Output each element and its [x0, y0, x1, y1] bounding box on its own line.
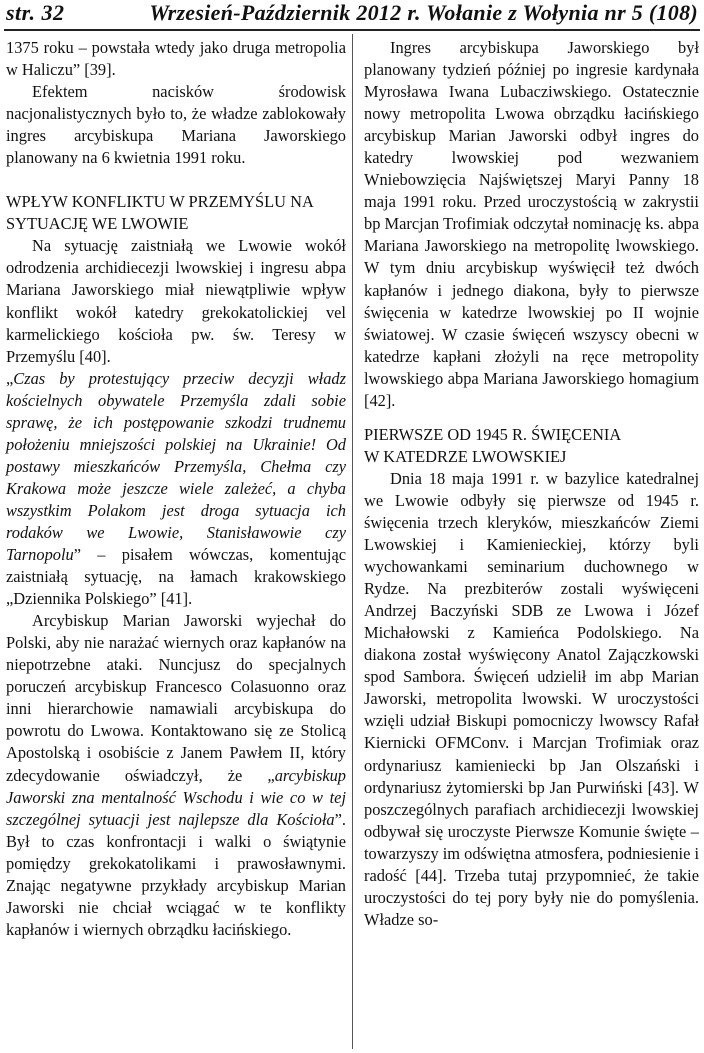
section-heading: WPŁYW KONFLIKTU W PRZEMYŚLU NA SYTUACJĘ WE LWOWIE [6, 192, 313, 234]
quote-text: arcybiskup Jaworski zna mentalność Wschodu i wie co w tej szczególnej sytuacji jest najlepsze dla Kościoła [6, 765, 346, 829]
paragraph: Dnia 18 maja 1991 r. w bazylice katedralnej we Lwowie odbyły się pierwsze od 1945 r. święcenia trzech kleryków, mieszkańców Ziemi Lwowskiej i Kamienieckiej, którzy byli wychowankami seminarium duchownego w Rydze. Na prezbiterów zostali wyświęceni Andrzej Baczyński SDB ze Lwowa i Józef Michałowski z Kamieńca Podolskiego. Na diakona został wyświęcony Anatol Zajączkowski spod Sambora. Święceń udzielił im abp Marian Jaworski, metropolita lwowski. W uroczystości wzięli udział Biskupi pomocniczy lwowscy Rafał Kiernicki OFMConv. i Marcjan Trofimiak oraz ordynariusz kamieniecki bp Jan Olszański i ordynariusz żytomierski bp Jan Purwiński [43]. W poszczególnych parafiach archidiecezji lwowskiej odbywał się uroczyste Pierwsze Komunie święte – towarzyszy im odświętna atmosfera, podniesienie i radość [44]. Trzeba tutaj przypomnieć, że takie uroczystości do tej pory były nie do pomyślenia. Władze so- [364, 468, 699, 929]
paragraph: Na sytuację zaistniałą we Lwowie wokół odrodzenia archidiecezji lwowskiej i ingresu abpa Mariana Jaworskiego miał niewątpliwie wpływ konflikt wokół katedry grekokatolickiej vel karmelickiego kościoła pw. św. Teresy w Przemyślu [40]. [6, 236, 346, 366]
paragraph [6, 610, 346, 941]
left-column [6, 37, 346, 941]
quote-mark: „ [6, 368, 14, 388]
quote-text: Czas by protestujący przeciw decyzji władz kościelnych obywatele Przemyśla zdali sobie sprawę, że ich postępowanie szkodzi trudnemu położeniu mniejszości polskiej na Ukrainie! Od postawy mieszkańców Przemyśla, Chełma czy Krakowa może jeszcze wiele zależeć, a chyba wszystkim Polakom jest droga sytuacja ich rodaków we Lwowie, Stanisławowie czy Tarnopolu [6, 368, 346, 565]
right-column [364, 37, 699, 931]
paragraph-text: ”. Był to czas konfrontacji i walki o świątynie pomiędzy grekokatolikami i prawosławnymi. Znając negatywne przykłady arcybiskup Marian Jaworski nie chciał wciągać w te konflikty kapłanów i wiernych obrządku łacińskiego. [6, 809, 346, 939]
section-heading [364, 424, 699, 468]
paragraph-text: Arcybiskup Marian Jaworski wyjechał do Polski, aby nie narażać wiernych oraz kapłanów na niepotrzebne ataki. Nuncjusz do specjalnych poruczeń arcybiskup Francesco Colasuonno oraz inni hierarchowie namawiali arcybiskupa do powrotu do Lwowa. Kontaktowano się ze Stolicą Apostolską i osobiście z Janem Pawłem II, który zdecydowanie oświadczył, że „ [6, 611, 346, 785]
quote-paragraph [6, 368, 346, 611]
page-header [0, 0, 704, 30]
quote-continuation: ” – pisałem wówczas, komentując zaistniałą sytuację, na łamach krakowskiego „Dziennika Polskiego” [41]. [6, 545, 346, 609]
page-number: str. 32 [6, 0, 65, 25]
paragraph: 1375 roku – powstała wtedy jako druga metropolia w Haliczu” [39]. [6, 38, 346, 80]
header-rule [4, 29, 700, 31]
paragraph: Ingres arcybiskupa Jaworskiego był planowany tydzień później po ingresie kardynała Myrosława Iwana Lubacziwskiego. Ostatecznie nowy metropolita Lwowa obrządku łacińskiego arcybiskup Marian Jaworski odbył ingres do katedry lwowskiej pod wezwaniem Wniebowzięcia Najświętszej Maryi Panny 18 maja 1991 roku. Przed uroczystością w zakrystii bp Marcjan Trofimiak odczytał nominację ks. abpa Mariana Jaworskiego na metropolitę lwowskiego. W tym dniu arcybiskup wyświęcił też dwóch kapłanów i jednego diakona, były to pierwsze święcenia w katedrze lwowskiej po II wojnie światowej. W czasie święceń wszyscy obecni w katedrze kapłani złożyli na ręce metropolity lwowskiego abpa Mariana Jaworskiego homagium [42]. [364, 38, 699, 410]
heading-line: W KATEDRZE LWOWSKIEJ [364, 446, 567, 466]
heading-line: PIERWSZE OD 1945 R. ŚWIĘCENIA [364, 424, 622, 444]
column-divider [352, 34, 353, 1049]
issue-title: Wrzesień-Październik 2012 r. Wołanie z Wołynia nr 5 (108) [149, 0, 698, 25]
paragraph: Efektem nacisków środowisk nacjonalistycznych było to, że władze zablokowały ingres arcybiskupa Mariana Jaworskiego planowany na 6 kwietnia 1991 roku. [6, 82, 346, 168]
